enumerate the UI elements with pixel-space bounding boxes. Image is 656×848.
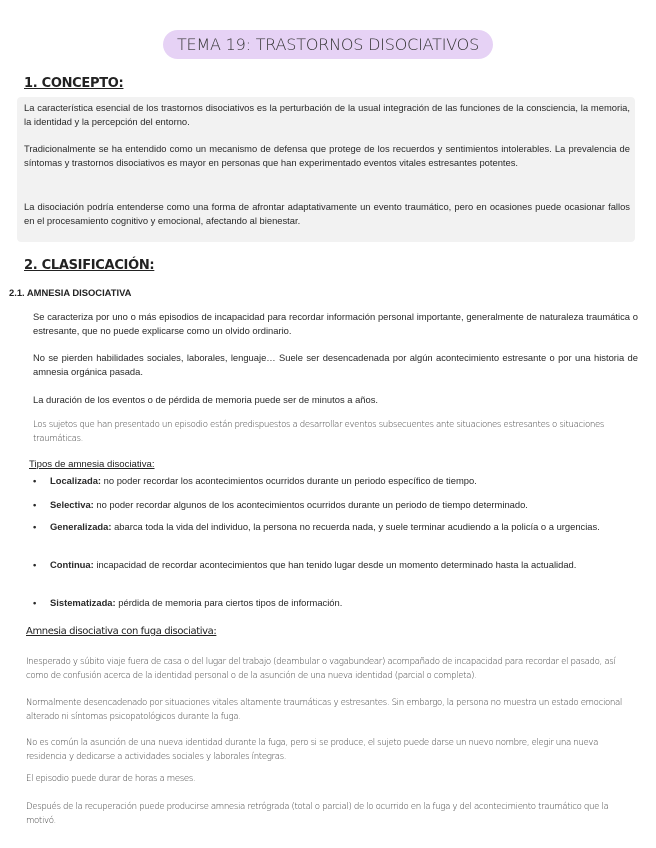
list-item-sistematizada [33, 596, 640, 610]
amnesia-paragraph-1: Se caracteriza por uno o más episodios de incapacidad para recordar información personal importante, generalmente de naturaleza traumática o estresante, que no puede explicarse como un olvido ordinario. [33, 311, 638, 336]
fugue-paragraph-3: No es común la asunción de una nueva identidad durante la fuga, pero si se produce, el sujeto puede darse un nuevo nombre, elegir una nueva residencia y dedicarse a actividades sociales y laborales íntegras. [26, 738, 599, 762]
bullet-icon: • [33, 499, 37, 510]
fugue-paragraph-4: El episodio puede durar de horas a meses. [26, 774, 196, 784]
type-desc: incapacidad de recordar acontecimientos que han tenido lugar desde un momento determinado hasta la actualidad. [93, 559, 577, 570]
bullet-icon: • [33, 597, 37, 608]
bullet-icon: • [33, 521, 37, 532]
subsection-heading-amnesia: 2.1. AMNESIA DISOCIATIVA [9, 287, 132, 298]
fugue-heading: Amnesia disociativa con fuga disociativa: [26, 626, 217, 637]
amnesia-paragraph-2: No se pierden habilidades sociales, laborales, lenguaje… Suele ser desencadenada por algún acontecimiento estresante o por una historia de amnesia orgánica pasada. [33, 352, 638, 377]
type-term: Sistematizada: [50, 597, 116, 608]
concept-paragraph-1: La característica esencial de los trastornos disociativos es la perturbación de la usual integración de las funciones de la consciencia, la memoria, la identidad y la percepción del entorno. [24, 102, 630, 127]
concept-paragraph-3: La disociación podría entenderse como una forma de afrontar adaptativamente un evento traumático, pero en ocasiones puede ocasionar fallos en el procesamiento cognitivo y emocional, afectando al bienestar. [24, 201, 630, 226]
type-desc: no poder recordar los acontecimientos ocurridos durante un periodo específico de tiempo. [101, 475, 477, 486]
fugue-paragraph-1: Inesperado y súbito viaje fuera de casa o del lugar del trabajo (deambular o vagabundear) acompañado de incapacidad para recordar el pasado, así como de confusión acerca de la identidad personal o de la asunción de una nueva identidad (parcial o completa). [26, 657, 616, 681]
list-item-localizada [33, 474, 640, 488]
type-desc: abarca toda la vida del individuo, la persona no recuerda nada, y suele terminar acudiendo a la policía o a urgencias. [111, 521, 600, 532]
type-desc: no poder recordar algunos de los acontecimientos ocurridos durante un periodo de tiempo determinado. [93, 499, 528, 510]
list-item-continua [33, 558, 640, 572]
types-heading: Tipos de amnesia disociativa: [29, 459, 155, 470]
list-item-generalizada [33, 520, 640, 534]
fugue-paragraph-5: Después de la recuperación puede producirse amnesia retrógrada (total o parcial) de lo ocurrido en la fuga y del acontecimiento traumático que la motivó. [26, 802, 609, 826]
concept-paragraph-2: Tradicionalmente se ha entendido como un mecanismo de defensa que protege de los recuerdos y sentimientos intolerables. La prevalencia de síntomas y trastornos disociativos es mayor en personas que han experimentado eventos vitales estresantes potentes. [24, 143, 630, 168]
section-heading-clasificacion: 2. CLASIFICACIÓN: [24, 258, 155, 273]
type-term: Generalizada: [50, 521, 112, 532]
type-desc: pérdida de memoria para ciertos tipos de información. [115, 597, 343, 608]
type-term: Localizada: [50, 475, 102, 486]
fugue-paragraph-2: Normalmente desencadenado por situaciones vitales altamente traumáticas y estresantes. Sin embargo, la persona no muestra un estado emocional alterado ni síntomas psicopatológicos durante la fuga. [26, 698, 622, 722]
bullet-icon: • [33, 475, 37, 486]
title-wrapper [0, 30, 656, 59]
list-item-selectiva [33, 498, 640, 512]
amnesia-handnote: Los sujetos que han presentado un episodio están predispuestos a desarrollar eventos subsecuentes ante situaciones estresantes o situaciones traumáticas. [33, 420, 605, 444]
bullet-icon: • [33, 559, 37, 570]
type-term: Selectiva: [50, 499, 94, 510]
type-term: Continua: [50, 559, 94, 570]
section-heading-concepto: 1. CONCEPTO: [24, 76, 124, 91]
amnesia-paragraph-3: La duración de los eventos o de pérdida de memoria puede ser de minutos a años. [33, 394, 379, 405]
page-title: TEMA 19: TRASTORNOS DISOCIATIVOS [163, 30, 493, 59]
